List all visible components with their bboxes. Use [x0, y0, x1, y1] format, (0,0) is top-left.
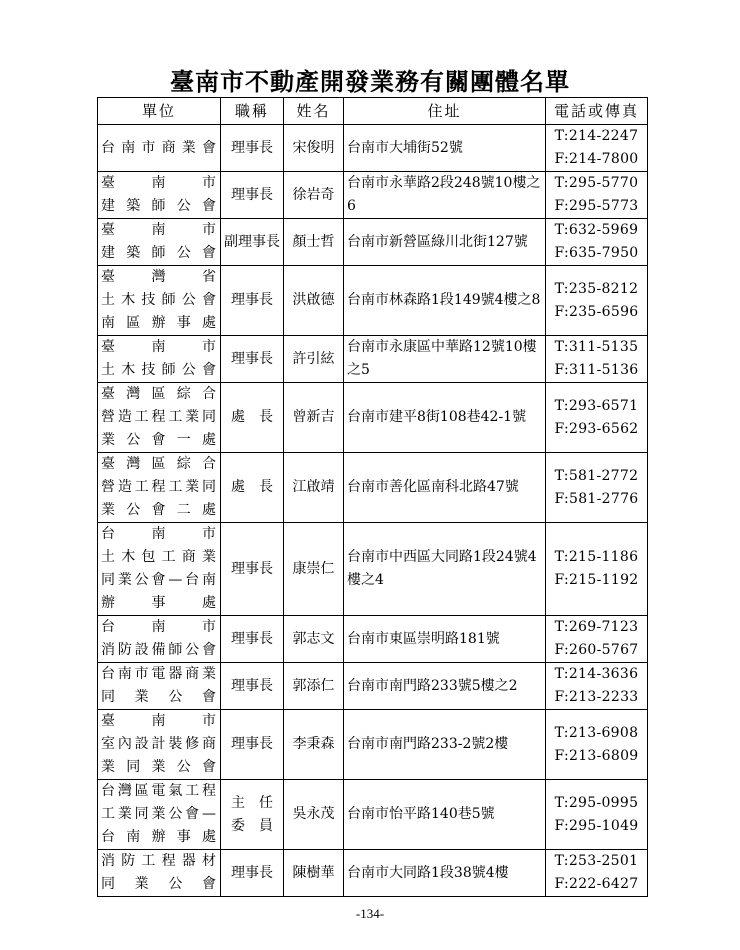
cell-name: 郭志文 — [284, 616, 344, 663]
unit-line: 工業同業公會— — [101, 806, 217, 822]
fax-number: F:295-5773 — [554, 198, 639, 214]
cell-unit — [98, 219, 221, 266]
cell-name: 陳樹華 — [284, 850, 344, 897]
position-line: 主 任 — [231, 794, 273, 811]
phone-number: T:214-2247 — [554, 128, 639, 144]
cell-phone — [546, 523, 648, 616]
cell-address: 台南市永華路2段248號10樓之6 — [344, 172, 546, 219]
header-phone: 電話或傳真 — [546, 98, 648, 125]
unit-line: 臺 南 市 — [101, 713, 217, 729]
unit-line: 建築師公會 — [101, 245, 217, 261]
phone-number: T:269-7123 — [554, 619, 639, 635]
position-line: 理事長 — [231, 677, 273, 694]
cell-unit — [98, 710, 221, 780]
unit-line: 消防設備師公會 — [101, 642, 217, 658]
cell-position — [221, 523, 284, 616]
table-row — [98, 616, 648, 663]
cell-position — [221, 616, 284, 663]
cell-position — [221, 219, 284, 266]
unit-line: 消防工程器材 — [101, 853, 217, 869]
cell-position — [221, 850, 284, 897]
cell-unit — [98, 125, 221, 172]
table-row — [98, 219, 648, 266]
cell-name: 許引絃 — [284, 336, 344, 383]
cell-position — [221, 780, 284, 850]
cell-position — [221, 172, 284, 219]
cell-name: 吳永茂 — [284, 780, 344, 850]
cell-phone — [546, 710, 648, 780]
header-unit: 單位 — [98, 98, 221, 125]
unit-line: 同業公會—台南 — [101, 572, 217, 588]
unit-line: 土木包工商業 — [101, 549, 217, 565]
table-row — [98, 523, 648, 616]
unit-line: 同 業 公 會 — [101, 876, 217, 892]
cell-phone — [546, 850, 648, 897]
fax-number: F:311-5136 — [554, 362, 639, 378]
table-row — [98, 125, 648, 172]
fax-number: F:293-6562 — [554, 420, 639, 437]
cell-name: 徐岩奇 — [284, 172, 344, 219]
cell-unit — [98, 172, 221, 219]
unit-line: 台南市商業會 — [101, 139, 217, 156]
phone-number: T:311-5135 — [554, 339, 639, 355]
cell-address: 台南市南門路233號5樓之2 — [344, 663, 546, 710]
fax-number: F:213-2233 — [554, 689, 639, 705]
position-line: 處 長 — [231, 409, 273, 425]
fax-number: F:235-6596 — [554, 303, 639, 320]
fax-number: F:260-5767 — [554, 642, 639, 658]
unit-line: 台 南 市 — [101, 619, 217, 635]
unit-line: 業公會一處 — [101, 432, 217, 448]
table-header-row — [98, 98, 648, 125]
cell-name: 曾新吉 — [284, 383, 344, 453]
cell-position — [221, 336, 284, 383]
cell-phone — [546, 780, 648, 850]
header-address: 住址 — [344, 98, 546, 125]
cell-address: 台南市怡平路140巷5號 — [344, 780, 546, 850]
cell-address: 台南市新營區綠川北街127號 — [344, 219, 546, 266]
cell-phone — [546, 125, 648, 172]
table-row — [98, 172, 648, 219]
cell-address: 台南市大同路1段38號4樓 — [344, 850, 546, 897]
cell-unit — [98, 383, 221, 453]
fax-number: F:295-1049 — [554, 817, 639, 834]
cell-name: 江啟靖 — [284, 453, 344, 523]
cell-position — [221, 266, 284, 336]
cell-address: 台南市善化區南科北路47號 — [344, 453, 546, 523]
position-line: 理事長 — [231, 560, 273, 577]
unit-line: 建築師公會 — [101, 198, 217, 214]
cell-phone — [546, 336, 648, 383]
cell-position — [221, 710, 284, 780]
cell-unit — [98, 663, 221, 710]
position-line: 理事長 — [231, 630, 273, 647]
table-row — [98, 266, 648, 336]
unit-line: 臺灣區綜合 — [101, 386, 217, 402]
table-row — [98, 453, 648, 523]
phone-number: T:295-5770 — [554, 175, 639, 191]
cell-address: 台南市永康區中華路12號10樓之5 — [344, 336, 546, 383]
cell-name: 顏士哲 — [284, 219, 344, 266]
table-row — [98, 780, 648, 850]
directory-table — [97, 97, 648, 897]
table-row — [98, 850, 648, 897]
page-number: -134- — [355, 906, 385, 921]
unit-line: 業公會二處 — [101, 502, 217, 518]
phone-number: T:213-6908 — [554, 724, 639, 741]
position-line: 理事長 — [231, 864, 273, 881]
cell-phone — [546, 219, 648, 266]
cell-unit — [98, 523, 221, 616]
cell-position — [221, 453, 284, 523]
unit-line: 營造工程工業同 — [101, 409, 217, 425]
cell-name: 郭添仁 — [284, 663, 344, 710]
fax-number: F:635-7950 — [554, 245, 639, 261]
phone-number: T:235-8212 — [554, 280, 639, 297]
fax-number: F:215-1192 — [554, 572, 639, 588]
cell-phone — [546, 663, 648, 710]
unit-line: 臺 南 市 — [101, 175, 217, 191]
cell-unit — [98, 850, 221, 897]
cell-address: 台南市南門路233-2號2樓 — [344, 710, 546, 780]
position-line: 副理事長 — [224, 233, 280, 250]
table-row — [98, 336, 648, 383]
phone-number: T:214-3636 — [554, 666, 639, 682]
unit-line: 台灣區電氣工程 — [101, 783, 217, 799]
phone-number: T:215-1186 — [554, 549, 639, 565]
cell-position — [221, 383, 284, 453]
unit-line: 南區辦事處 — [101, 315, 217, 331]
position-line: 理事長 — [231, 139, 273, 156]
fax-number: F:581-2776 — [554, 490, 639, 507]
header-position: 職稱 — [221, 98, 284, 125]
table-body — [98, 125, 648, 897]
position-line: 理事長 — [231, 292, 273, 308]
phone-number: T:581-2772 — [554, 467, 639, 484]
cell-phone — [546, 172, 648, 219]
unit-line: 臺 灣 省 — [101, 269, 217, 285]
cell-unit — [98, 780, 221, 850]
cell-phone — [546, 266, 648, 336]
cell-address: 台南市中西區大同路1段24號4樓之4 — [344, 523, 546, 616]
cell-phone — [546, 616, 648, 663]
unit-line: 土木技師公會 — [101, 292, 217, 308]
position-line: 處 長 — [231, 479, 273, 495]
unit-line: 業同業公會 — [101, 759, 217, 775]
cell-unit — [98, 616, 221, 663]
table-row — [98, 383, 648, 453]
unit-line: 臺 南 市 — [101, 339, 217, 355]
cell-address: 台南市林森路1段149號4樓之8 — [344, 266, 546, 336]
position-line: 理事長 — [231, 736, 273, 752]
fax-number: F:214-7800 — [554, 151, 639, 167]
unit-line: 台南辦事處 — [101, 829, 217, 845]
cell-unit — [98, 336, 221, 383]
cell-name: 李秉森 — [284, 710, 344, 780]
position-line: 理事長 — [231, 350, 273, 367]
header-name: 姓名 — [284, 98, 344, 125]
unit-line: 土木技師公會 — [101, 362, 217, 378]
table-row — [98, 663, 648, 710]
unit-line: 營造工程工業同 — [101, 479, 217, 495]
phone-number: T:295-0995 — [554, 794, 639, 811]
unit-line: 同 業 公 會 — [101, 689, 217, 705]
cell-unit — [98, 266, 221, 336]
phone-number: T:253-2501 — [554, 853, 639, 869]
unit-line: 台 南 市 — [101, 526, 217, 542]
fax-number: F:222-6427 — [554, 876, 639, 892]
unit-line: 室內設計裝修商 — [101, 736, 217, 752]
position-line: 理事長 — [231, 186, 273, 203]
unit-line: 臺 南 市 — [101, 222, 217, 238]
cell-address: 台南市大埔街52號 — [344, 125, 546, 172]
unit-line: 臺灣區綜合 — [101, 456, 217, 472]
page-title: 臺南市不動產開發業務有關團體名單 — [170, 68, 570, 96]
cell-unit — [98, 453, 221, 523]
cell-phone — [546, 383, 648, 453]
cell-name: 洪啟德 — [284, 266, 344, 336]
cell-position — [221, 125, 284, 172]
table-row — [98, 710, 648, 780]
cell-name: 宋俊明 — [284, 125, 344, 172]
unit-line: 辦 事 處 — [101, 595, 217, 611]
cell-phone — [546, 453, 648, 523]
cell-position — [221, 663, 284, 710]
cell-name: 康崇仁 — [284, 523, 344, 616]
fax-number: F:213-6809 — [554, 747, 639, 764]
phone-number: T:293-6571 — [554, 397, 639, 414]
cell-address: 台南市東區崇明路181號 — [344, 616, 546, 663]
position-line: 委 員 — [231, 817, 273, 834]
cell-address: 台南市建平8街108巷42-1號 — [344, 383, 546, 453]
phone-number: T:632-5969 — [554, 222, 639, 238]
unit-line: 台南市電器商業 — [101, 666, 217, 682]
